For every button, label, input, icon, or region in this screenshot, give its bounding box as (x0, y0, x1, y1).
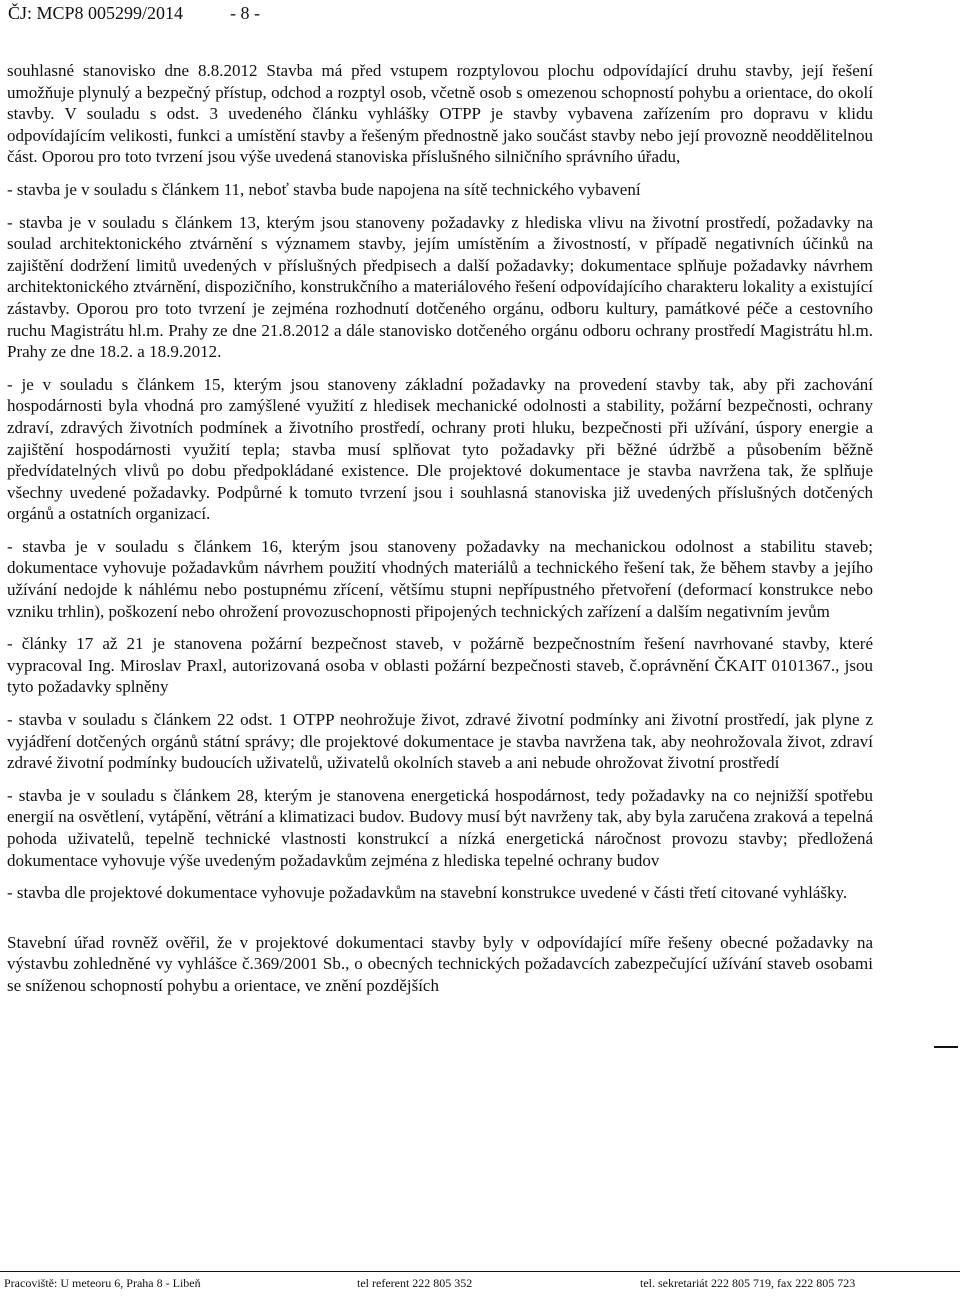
paragraph-article-28: - stavba je v souladu s článkem 28, kterým je stanovena energetická hospodárnost, tedy požadavky na co nejnižší spotřebu energií na osvětlení, vytápění, větrání a klimatizaci budov. Budovy musí být navrženy tak, aby byla zaručena zraková a tepelná pohoda uživatelů, tepelně technické vlastnosti konstrukcí a nízká energetická náročnost provozu stavby; předložená dokumentace vyhovuje výše uvedeným požadavkům zejména z hlediska tepelné ochrany budov (7, 785, 873, 870)
page-number: - 8 - (230, 3, 260, 23)
document-reference: ČJ: MCP8 005299/2014 (8, 3, 184, 23)
footer-secretariat-phone: tel. sekretariát 222 805 719, fax 222 805 723 (640, 1276, 856, 1290)
margin-mark (934, 1046, 958, 1048)
paragraph-article-11: - stavba je v souladu s článkem 11, neboť stavba bude napojena na sítě technického vybavení (7, 179, 641, 199)
footer-address: Pracoviště: U meteoru 6, Praha 8 - Libeň (4, 1276, 201, 1290)
paragraph-article-16: - stavba je v souladu s článkem 16, kterým jsou stanoveny požadavky na mechanickou odolnost a stabilitu staveb; dokumentace vyhovuje požadavkům návrhem použití vhodných materiálů a technického řešení tak, že během stavby a jejího užívání nedojde k náhlému nebo postupnému zřícení, většímu stupni nepřípustného přetvoření (deformací konstrukce nebo vzniku trhlin), poškození nebo ohrožení provozuschopnosti připojených technických zařízení a dalším negativním jevům (7, 536, 873, 621)
paragraph-article-13: - stavba je v souladu s článkem 13, kterým jsou stanoveny požadavky z hlediska vlivu na životní prostředí, požadavky na soulad architektonického ztvárnění s významem stavby, jejím umístěním a živostností, v případě negativních účinků na zajištění dodržení limitů uvedených v příslušných předpisech a další požadavky; dokumentace splňuje požadavky návrhem architektonického ztvárnění, dispozičního, konstrukčního a materiálového řešení odpovídajícího charakteru lokality a existující zástavby. Oporou pro toto tvrzení je zejména rozhodnutí dotčeného orgánu, odboru kultury, památkové péče a cestovního ruchu Magistrátu hl.m. Prahy ze dne 21.8.2012 a dále stanovisko dotčeného orgánu odboru ochrany prostředí Magistrátu hl.m. Prahy ze dne 18.2. a 18.9.2012. (7, 212, 873, 362)
paragraph-building-office: Stavební úřad rovněž ověřil, že v projektové dokumentaci stavby byly v odpovídající míře řešeny obecné požadavky na výstavbu zohledněné vy vyhlášce č.369/2001 Sb., o obecných technických požadavcích zabezpečující užívání staveb osobami se sníženou schopností pohybu a orientace, ve znění pozdějších (7, 932, 873, 995)
footer-divider (0, 1271, 960, 1272)
paragraph-article-15: - je v souladu s článkem 15, kterým jsou stanoveny základní požadavky na provedení stavby tak, aby při zachování hospodárnosti byla vhodná pro zamýšlené využití z hledisek mechanické odolnosti a stability, požární bezpečnosti, ochrany zdraví, zdravých životních podmínek a životního prostředí, ochrany proti hluku, bezpečnosti při užívání, úspory energie a zajištění hospodárnosti využití tepla; stavba musí splňovat tyto požadavky při běžné údržbě a působením běžně předvídatelných vlivů po dobu předpokládané existence. Dle projektové dokumentace je stavba navržena tak, že splňuje všechny uvedené požadavky. Podpůrné k tomuto tvrzení jsou i souhlasná stanoviska již uvedených příslušných dotčených orgánů a ostatních organizací. (7, 374, 873, 524)
footer-referent-phone: tel referent 222 805 352 (357, 1276, 473, 1290)
paragraph-intro: souhlasné stanovisko dne 8.8.2012 Stavba má před vstupem rozptylovou plochu odpovídající druhu stavby, její řešení umožňuje plynulý a bezpečný přístup, odchod a rozptyl osob, včetně osob s omezenou schopností pohybu a orientace, do okolí stavby. V souladu s odst. 3 uvedeného článku vyhlášky OTPP je stavby vybavena zařízením pro dopravu v klidu odpovídajícím velikosti, funkci a umístění stavby a řešeným přednostně jako součást stavby nebo její provozně neoddělitelnou část. Oporou pro toto tvrzení jsou výše uvedená stanoviska příslušného silničního správního úřadu, (7, 61, 873, 167)
paragraph-part-three: - stavba dle projektové dokumentace vyhovuje požadavkům na stavební konstrukce uvedené v části třetí citované vyhlášky. (7, 883, 848, 903)
document-body (7, 60, 873, 1008)
paragraph-articles-17-21: - články 17 až 21 je stanovena požární bezpečnost staveb, v požárně bezpečnostním řešení navrhované stavby, které vypracoval Ing. Miroslav Praxl, autorizovaná osoba v oblasti požární bezpečnosti staveb, č.oprávnění ČKAIT 0101367., jsou tyto požadavky splněny (7, 634, 873, 697)
paragraph-article-22: - stavba v souladu s článkem 22 odst. 1 OTPP neohrožuje život, zdravé životní podmínky ani životní prostředí, jak plyne z vyjádření dotčených orgánů státní správy; dle projektové dokumentace je stavba navržena tak, aby neohrožovala život, zdraví zdravé životní podmínky budoucích uživatelů, uživatelů okolních staveb a ani nebude ohrožovat životní prostředí (7, 710, 873, 773)
